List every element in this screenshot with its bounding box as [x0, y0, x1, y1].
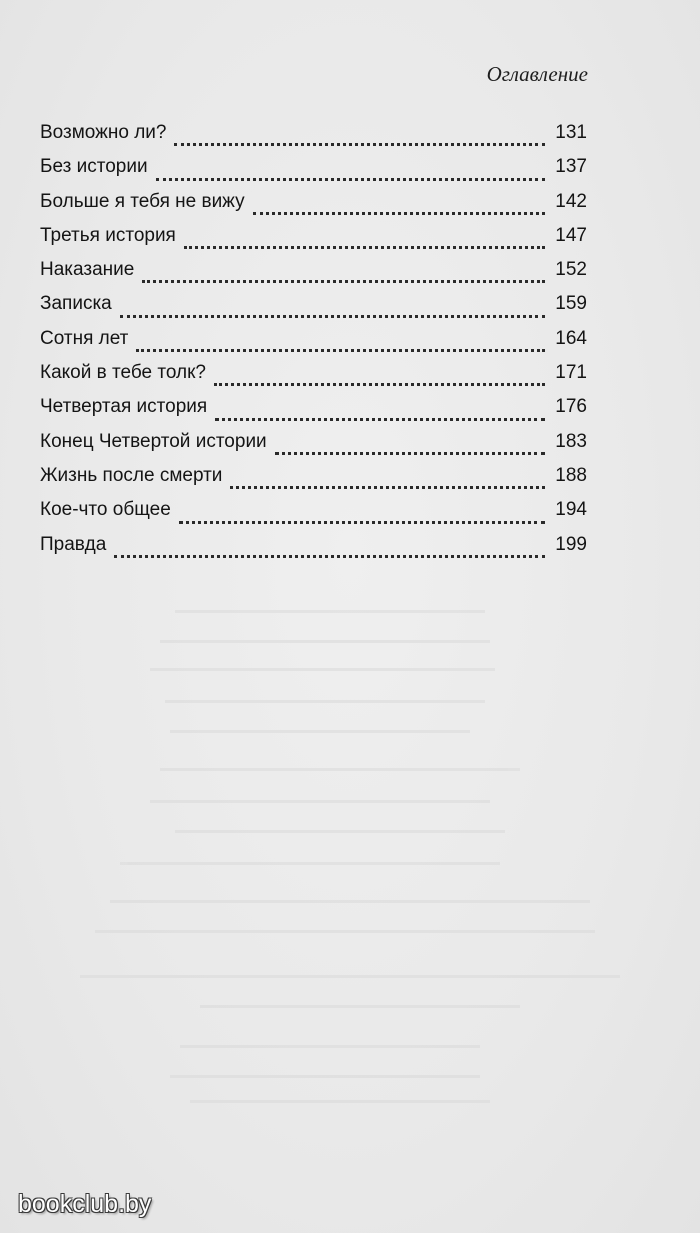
dot-leader — [136, 349, 545, 352]
toc-page-number: 152 — [555, 259, 587, 281]
dot-leader — [114, 555, 545, 558]
toc-entry-title: Четвертая история — [40, 396, 208, 418]
toc-page-number: 159 — [555, 293, 587, 315]
toc-entry-title: Возможно ли? — [40, 122, 167, 143]
list-item — [40, 225, 587, 259]
list-item — [40, 328, 587, 362]
dot-leader — [174, 143, 545, 146]
dot-leader — [275, 452, 546, 455]
list-item — [40, 156, 587, 190]
dot-leader — [179, 521, 546, 524]
dot-leader — [120, 315, 546, 318]
toc-entry-title: Наказание — [40, 259, 135, 281]
toc-entry-title: Записка — [40, 293, 112, 315]
toc-page-number: 176 — [555, 396, 587, 418]
list-item — [40, 293, 587, 327]
page-title: Оглавление — [486, 62, 588, 86]
toc-page-number: 194 — [555, 499, 587, 521]
toc-entry-title: Кое-что общее — [40, 499, 171, 521]
toc-entry-title: Жизнь после смерти — [40, 464, 223, 486]
toc-page-number: 137 — [555, 156, 587, 178]
toc-entry-title: Какой в тебе толк? — [40, 362, 206, 384]
toc-page-number: 171 — [555, 362, 587, 384]
dot-leader — [214, 383, 545, 386]
toc-page-number: 183 — [555, 430, 587, 452]
list-item — [40, 191, 587, 225]
table-of-contents — [40, 122, 587, 568]
list-item — [40, 122, 587, 156]
toc-page-number: 147 — [555, 224, 587, 246]
toc-entry-title: Сотня лет — [40, 327, 129, 349]
list-item — [40, 499, 587, 533]
list-item — [40, 396, 587, 430]
list-item — [40, 259, 587, 293]
toc-entry-title: Конец Четвертой истории — [40, 430, 267, 452]
list-item — [40, 465, 587, 499]
toc-entry-title: Третья история — [40, 224, 176, 246]
dot-leader — [215, 418, 545, 421]
toc-entry-title: Правда — [40, 533, 107, 555]
toc-page-number: 142 — [555, 190, 587, 212]
toc-page-number: 188 — [555, 464, 587, 486]
toc-page-number: 131 — [555, 122, 587, 143]
dot-leader — [230, 486, 545, 489]
toc-entry-title: Больше я тебя не вижу — [40, 190, 245, 212]
list-item — [40, 431, 587, 465]
list-item — [40, 534, 587, 568]
list-item — [40, 362, 587, 396]
toc-entry-title: Без истории — [40, 156, 148, 178]
dot-leader — [184, 246, 545, 249]
dot-leader — [253, 212, 546, 215]
toc-page-number: 199 — [555, 533, 587, 555]
dot-leader — [142, 280, 545, 283]
site-watermark: bookclub.by — [18, 1190, 152, 1218]
dot-leader — [156, 178, 546, 181]
toc-page-number: 164 — [555, 327, 587, 349]
